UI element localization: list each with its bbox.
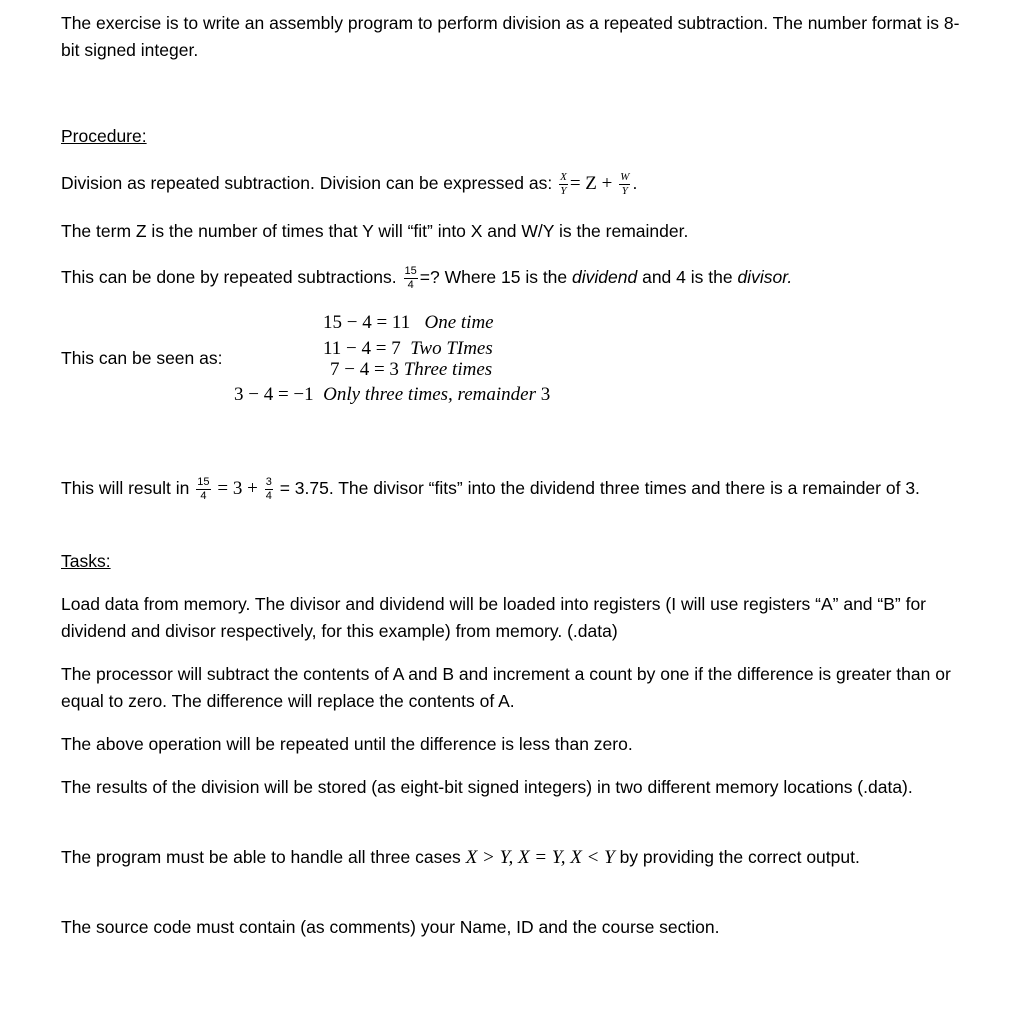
- cases-lead-text: The program must be able to handle all three cases: [61, 847, 461, 867]
- frac-denominator: Y: [560, 184, 567, 197]
- fraction-15-over-4: [196, 477, 210, 502]
- frac-numerator: W: [620, 170, 630, 183]
- division-lead-text: Division as repeated subtraction. Division can be expressed as:: [61, 173, 553, 193]
- intro-paragraph: The exercise is to write an assembly program to perform division as a repeated subtraction. The number format is 8-bit signed integer.: [61, 13, 960, 60]
- step-label: Two TImes: [410, 338, 493, 359]
- procedure-heading: Procedure:: [61, 126, 147, 146]
- divisor-word: divisor.: [737, 267, 793, 287]
- step-expression: 3 − 4 = −1: [234, 384, 314, 405]
- division-expression-line: [61, 170, 966, 197]
- cases-math: X > Y, X = Y, X < Y: [465, 847, 615, 868]
- formula-end: .: [632, 173, 638, 193]
- repeated-subtraction-line: [61, 264, 966, 291]
- frac-numerator: 3: [265, 475, 272, 488]
- repeated-lead-text: This can be done by repeated subtractions.: [61, 267, 397, 287]
- frac-denominator: Y: [621, 184, 628, 197]
- term-z-paragraph: The term Z is the number of times that Y will “fit” into X and W/Y is the remainder.: [61, 221, 689, 241]
- result-tail-text: = 3.75. The divisor “fits” into the dividend three times and there is a remainder of 3.: [279, 478, 920, 498]
- frac-numerator: 15: [404, 264, 417, 277]
- step-row: [330, 359, 492, 381]
- cases-tail-text: by providing the correct output.: [619, 847, 860, 867]
- frac-denominator: 4: [265, 489, 272, 502]
- task-load-paragraph: Load data from memory. The divisor and dividend will be loaded into registers (I will use registers “A” and “B” for dividend and divisor respectively, for this example) from memory. (.data): [61, 594, 927, 641]
- fraction-x-over-y: [559, 172, 568, 197]
- task-source-paragraph: The source code must contain (as comments) your Name, ID and the course section.: [61, 917, 720, 937]
- step-label: One time: [424, 312, 494, 333]
- step-suffix: 3: [540, 384, 551, 405]
- task-subtract-paragraph: The processor will subtract the contents of A and B and increment a count by one if the difference is greater than or equal to zero. The difference will replace the contents of A.: [61, 664, 951, 711]
- fraction-15-over-4: [404, 266, 418, 291]
- task-cases-paragraph: [61, 844, 966, 871]
- step-expression: 11 − 4 = 7: [323, 338, 401, 359]
- task-repeat-paragraph: The above operation will be repeated until the difference is less than zero.: [61, 734, 633, 754]
- step-row: [234, 384, 550, 406]
- fraction-3-over-4: [265, 477, 273, 502]
- frac-numerator: 15: [197, 475, 210, 488]
- formula-middle: = Z +: [569, 173, 613, 194]
- result-paragraph: [61, 471, 966, 506]
- result-middle: = 3 +: [217, 478, 258, 499]
- frac-denominator: 4: [200, 489, 207, 502]
- step-expression: 15 − 4 = 11: [323, 312, 411, 333]
- step-row: [323, 312, 494, 334]
- repeated-eq-text: =? Where 15 is the: [419, 267, 568, 287]
- frac-numerator: X: [560, 170, 567, 183]
- step-label: Three times: [403, 359, 493, 380]
- dividend-word: dividend: [572, 267, 638, 287]
- step-label: Only three times, remainder: [323, 384, 536, 405]
- fraction-w-over-y: [619, 172, 630, 197]
- seen-as-label: This can be seen as:: [61, 348, 223, 368]
- task-store-paragraph: The results of the division will be stored (as eight-bit signed integers) in two different memory locations (.data).: [61, 777, 913, 797]
- result-lead-text: This will result in: [61, 478, 190, 498]
- step-row: [323, 338, 493, 360]
- and-4-text: and 4 is the: [642, 267, 733, 287]
- frac-denominator: 4: [407, 278, 414, 291]
- tasks-heading: Tasks:: [61, 551, 111, 571]
- step-expression: 7 − 4 = 3: [330, 359, 399, 380]
